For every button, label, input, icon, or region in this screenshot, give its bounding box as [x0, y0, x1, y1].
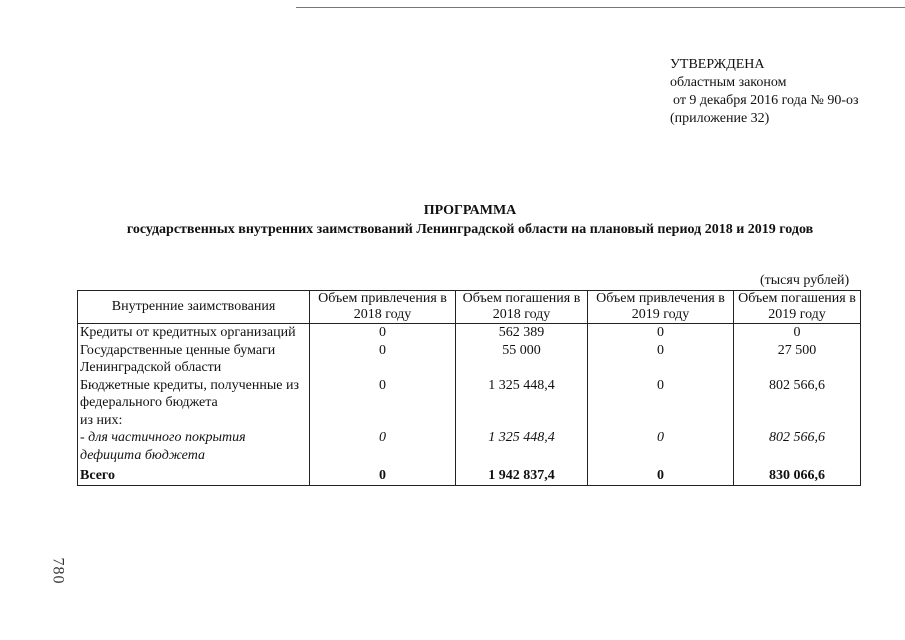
- cell-value: 562 389: [456, 324, 588, 342]
- cell-value: 0: [734, 324, 861, 342]
- header-repay-2018: Объем погашения в 2018 году: [456, 291, 588, 324]
- header-repay-2019: Объем погашения в 2019 году: [734, 291, 861, 324]
- cell-value: [588, 412, 734, 430]
- row-name: - для частичного покрытия дефицита бюджета: [78, 429, 310, 464]
- cell-value: 830 066,6: [734, 464, 861, 485]
- cell-value: 0: [310, 342, 456, 377]
- approval-law: областным законом: [670, 75, 787, 90]
- cell-value: 55 000: [456, 342, 588, 377]
- cell-value: 27 500: [734, 342, 861, 377]
- cell-value: 0: [588, 324, 734, 342]
- row-name: Государственные ценные бумаги Ленинградской области: [78, 342, 310, 377]
- cell-value: 0: [588, 429, 734, 464]
- cell-value: 0: [310, 429, 456, 464]
- header-attract-2019: Объем привлечения в 2019 году: [588, 291, 734, 324]
- table-header-row: [78, 291, 861, 324]
- page-number: 780: [49, 557, 67, 585]
- document-title: ПРОГРАММА: [423, 203, 517, 218]
- approval-title: УТВЕРЖДЕНА: [670, 57, 765, 72]
- cell-value: [734, 412, 861, 430]
- table-row: [78, 377, 861, 412]
- cell-value: 1 325 448,4: [456, 377, 588, 412]
- cell-value: 802 566,6: [734, 377, 861, 412]
- cell-value: 0: [588, 464, 734, 485]
- cell-value: 0: [310, 377, 456, 412]
- units-label: (тысяч рублей): [760, 273, 850, 288]
- header-attract-2018: Объем привлечения в 2018 году: [310, 291, 456, 324]
- table-row: [78, 412, 861, 430]
- cell-value: 1 942 837,4: [456, 464, 588, 485]
- cell-value: 0: [588, 342, 734, 377]
- approval-appendix: (приложение 32): [670, 111, 770, 126]
- header-borrowings: Внутренние заимствования: [78, 291, 310, 324]
- cell-value: 1 325 448,4: [456, 429, 588, 464]
- row-name: Бюджетные кредиты, полученные из федерального бюджета: [78, 377, 310, 412]
- cell-value: 0: [588, 377, 734, 412]
- cell-value: 0: [310, 324, 456, 342]
- row-name: Кредиты от кредитных организаций: [78, 324, 310, 342]
- document-subtitle: государственных внутренних заимствований Ленинградской области на плановый период 2018 и 2019 годов: [126, 222, 814, 237]
- approval-stamp: [670, 56, 859, 128]
- table-row: [78, 324, 861, 342]
- scan-top-line: [296, 7, 905, 8]
- borrowing-table: [77, 290, 861, 486]
- row-name: из них:: [78, 412, 310, 430]
- table-total-row: [78, 464, 861, 485]
- cell-value: [456, 412, 588, 430]
- table-row: [78, 429, 861, 464]
- cell-value: 802 566,6: [734, 429, 861, 464]
- approval-date: от 9 декабря 2016 года № 90-оз: [673, 93, 859, 108]
- table-row: [78, 342, 861, 377]
- row-name: Всего: [78, 464, 310, 485]
- cell-value: [310, 412, 456, 430]
- cell-value: 0: [310, 464, 456, 485]
